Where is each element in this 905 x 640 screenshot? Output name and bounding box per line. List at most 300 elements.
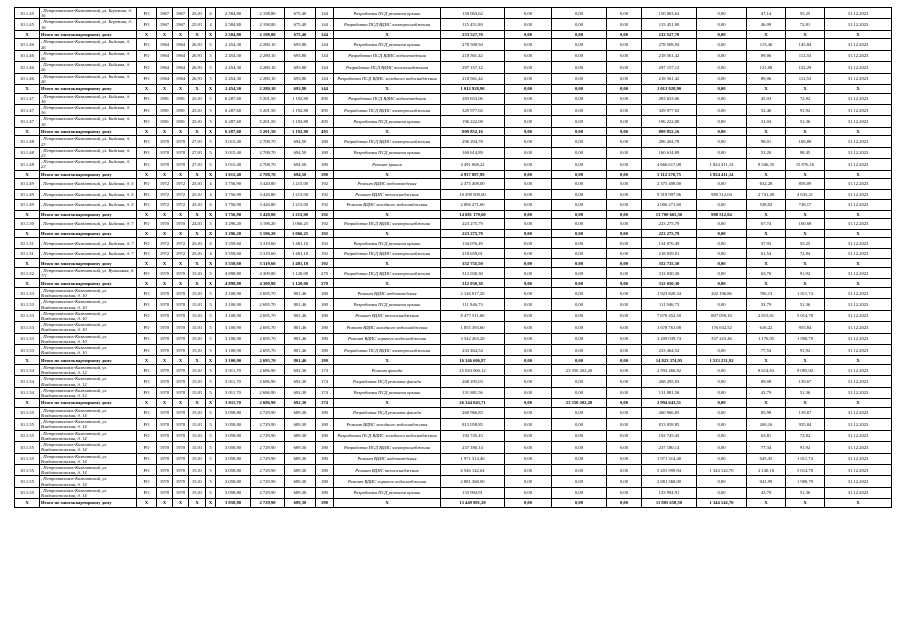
deadline-cell: 31.12.2023 <box>825 248 892 259</box>
residents-cell: 180 <box>316 356 334 365</box>
fund-local-cell: 0,00 <box>607 288 642 299</box>
fund-other-cell: 0,00 <box>697 387 747 398</box>
cost-total-cell: 160 614,89 <box>441 147 505 158</box>
work-type-cell: Разработка ПСД ВДИС холодного водоснабжения <box>334 73 441 84</box>
fund-federal-cell: 0,00 <box>505 62 552 73</box>
build-year-cell: 1970 <box>157 333 173 344</box>
fund-regional-cell: 0,00 <box>552 229 607 238</box>
build-year-cell: 1970 <box>157 365 173 376</box>
table-row <box>15 73 892 84</box>
fund-regional-cell: 0,00 <box>552 179 607 190</box>
work-type-cell: Ремонт ВДИС холодного водоснабжения <box>334 419 441 430</box>
subtotal-row <box>15 259 892 268</box>
unit-cost-cell: 632,28 <box>747 179 786 190</box>
subtotal-row <box>15 210 892 219</box>
floors-cell: 5 <box>206 430 216 441</box>
living-area-cell: 2 686,90 <box>251 365 285 376</box>
common-area-cell: 693,80 <box>285 73 316 84</box>
owner-type-cell: РО <box>137 288 157 299</box>
fund-local-cell: 0,00 <box>607 356 642 365</box>
build-year-cell: X <box>157 279 173 288</box>
commission-year-cell: X <box>173 356 189 365</box>
wear-cell: X <box>189 399 206 408</box>
subtotal-row <box>15 399 892 408</box>
deadline-cell: 31.12.2023 <box>825 288 892 299</box>
common-area-cell: 1 192,80 <box>285 116 316 127</box>
fund-owners-cell: 1 678 761,08 <box>642 322 697 333</box>
fund-local-cell: 0,00 <box>607 487 642 498</box>
unit-cost-cell: 2 741,49 <box>747 189 786 200</box>
cost-total-cell: 352 735,50 <box>441 259 505 268</box>
fund-local-cell: 0,00 <box>607 442 642 453</box>
floors-cell: X <box>206 259 216 268</box>
unit-cost-cell: 37,93 <box>747 238 786 249</box>
wear-cell: 15,01 <box>189 453 206 464</box>
limit-cost-cell: 1 011,74 <box>786 288 825 299</box>
residents-cell: 495 <box>316 105 334 116</box>
deadline-cell: 31.12.2023 <box>825 442 892 453</box>
fund-local-cell: 0,00 <box>607 189 642 200</box>
table-row <box>15 365 892 376</box>
total-area-cell: 3 100,90 <box>216 333 251 344</box>
item-number-cell: 10.1.45 <box>15 19 40 30</box>
fund-federal-cell: 0,00 <box>505 442 552 453</box>
commission-year-cell: X <box>173 127 189 136</box>
common-area-cell: 1 066,25 <box>285 229 316 238</box>
subtotal-row <box>15 499 892 508</box>
common-area-cell: 694,50 <box>285 136 316 147</box>
item-number-cell: 10.1.46 <box>15 50 40 61</box>
cost-total-cell: 111 946,73 <box>441 299 505 310</box>
fund-local-cell: 0,00 <box>607 62 642 73</box>
item-number-cell: 10.1.49 <box>15 200 40 211</box>
commission-year-cell: 1970 <box>173 376 189 387</box>
item-number-cell: X <box>15 356 40 365</box>
commission-year-cell: 1970 <box>173 219 189 230</box>
fund-other-cell: 0,00 <box>697 365 747 376</box>
residents-cell: 180 <box>316 442 334 453</box>
unit-cost-cell: X <box>747 210 786 219</box>
fund-other-cell: 0,00 <box>697 419 747 430</box>
fund-regional-cell: 0,00 <box>552 476 607 487</box>
subtotal-row <box>15 170 892 179</box>
deadline-cell: X <box>825 499 892 508</box>
common-area-cell: 1 215,00 <box>285 210 316 219</box>
work-type-cell: Разработка ПСД ремонта крыши <box>334 238 441 249</box>
wear-cell: 15,01 <box>189 442 206 453</box>
living-area-cell: 3 319,60 <box>251 238 285 249</box>
common-area-cell: 801,46 <box>285 299 316 310</box>
fund-regional-cell: 0,00 <box>552 159 607 170</box>
table-row <box>15 442 892 453</box>
cost-total-cell: 26 344 045,71 <box>441 399 505 408</box>
owner-type-cell: РО <box>137 333 157 344</box>
fund-federal-cell: 0,00 <box>505 19 552 30</box>
deadline-cell: 31.12.2023 <box>825 136 892 147</box>
fund-owners-cell: 150 063,62 <box>642 8 697 19</box>
total-area-cell: 3 011,70 <box>216 399 251 408</box>
owner-type-cell: РО <box>137 419 157 430</box>
fund-owners-cell: 237 180,14 <box>642 442 697 453</box>
cost-total-cell: 3 542 263,20 <box>441 333 505 344</box>
deadline-cell: X <box>825 30 892 39</box>
fund-owners-cell: 218 561,42 <box>642 73 697 84</box>
living-area-cell: 2 280,10 <box>251 62 285 73</box>
address-cell: Итого по многоквартирному дому <box>40 30 137 39</box>
floors-cell: 5 <box>206 93 216 104</box>
cost-total-cell: 115 451,80 <box>441 19 505 30</box>
address-cell: , Петропавловск-Камчатский, ул. Бийская, д. 26 <box>40 50 137 61</box>
commission-year-cell: 1970 <box>173 345 189 356</box>
floors-cell: 4 <box>206 189 216 200</box>
living-area-cell: 5 201,50 <box>251 105 285 116</box>
item-number-cell: 10.1.46 <box>15 62 40 73</box>
fund-federal-cell: 0,00 <box>505 50 552 61</box>
unit-cost-cell: 89,06 <box>747 50 786 61</box>
residents-cell: 192 <box>316 259 334 268</box>
commission-year-cell: 1981 <box>173 93 189 104</box>
wear-cell: X <box>189 259 206 268</box>
item-number-cell: 10.1.52 <box>15 268 40 279</box>
wear-cell: 25,01 <box>189 189 206 200</box>
cost-total-cell: 2 006 271,60 <box>441 200 505 211</box>
residents-cell: 180 <box>316 464 334 475</box>
address-cell: , Петропавловск-Камчатский, ул. Владивостокская, д. 10 <box>40 288 137 299</box>
fund-federal-cell: 0,00 <box>505 322 552 333</box>
build-year-cell: 1970 <box>157 387 173 398</box>
build-year-cell: 1964 <box>157 50 173 61</box>
item-number-cell: 10.1.53 <box>15 345 40 356</box>
cost-total-cell: 268 295,03 <box>441 376 505 387</box>
fund-federal-cell: 0,00 <box>505 210 552 219</box>
residents-cell: 180 <box>316 499 334 508</box>
limit-cost-cell: 72,84 <box>786 248 825 259</box>
fund-owners-cell: 223 275,79 <box>642 219 697 230</box>
cost-total-cell: 260 966,83 <box>441 407 505 418</box>
total-area-cell: 3 559,60 <box>216 259 251 268</box>
residents-cell: 495 <box>316 116 334 127</box>
fund-regional-cell: 0,00 <box>552 147 607 158</box>
owner-type-cell: РО <box>137 73 157 84</box>
common-area-cell: 1 481,10 <box>285 248 316 259</box>
cost-total-cell: 233 464,54 <box>441 345 505 356</box>
limit-cost-cell: 72,82 <box>786 430 825 441</box>
owner-type-cell: X <box>137 279 157 288</box>
wear-cell: 15,01 <box>189 288 206 299</box>
fund-owners-cell: 192 745,43 <box>642 430 697 441</box>
fund-local-cell: 0,00 <box>607 170 642 179</box>
wear-cell: 27,01 <box>189 147 206 158</box>
wear-cell: 15,01 <box>189 310 206 321</box>
common-area-cell: 689,30 <box>285 476 316 487</box>
unit-cost-cell: 1 176,05 <box>747 333 786 344</box>
floors-cell: X <box>206 127 216 136</box>
common-area-cell: 689,30 <box>285 453 316 464</box>
address-cell: , Петропавловск-Камчатский, ул. Березина, д. 16 <box>40 8 137 19</box>
total-area-cell: 3 058,80 <box>216 407 251 418</box>
fund-local-cell: 0,00 <box>607 279 642 288</box>
deadline-cell: X <box>825 279 892 288</box>
fund-other-cell: 980 512,04 <box>697 210 747 219</box>
unit-cost-cell: X <box>747 170 786 179</box>
fund-federal-cell: 0,00 <box>505 430 552 441</box>
item-number-cell: 10.1.51 <box>15 248 40 259</box>
fund-local-cell: 0,00 <box>607 147 642 158</box>
commission-year-cell: 1970 <box>173 147 189 158</box>
limit-cost-cell: 51,36 <box>786 387 825 398</box>
fund-federal-cell: 0,00 <box>505 170 552 179</box>
fund-federal-cell: 0,00 <box>505 365 552 376</box>
fund-federal-cell: 0,00 <box>505 39 552 50</box>
limit-cost-cell: X <box>786 399 825 408</box>
fund-local-cell: 0,00 <box>607 259 642 268</box>
cost-total-cell: 6 546 142,64 <box>441 464 505 475</box>
unit-cost-cell: X <box>747 356 786 365</box>
total-area-cell: 6 287,60 <box>216 93 251 104</box>
total-area-cell: 3 100,90 <box>216 310 251 321</box>
owner-type-cell: X <box>137 210 157 219</box>
commission-year-cell: 1970 <box>173 322 189 333</box>
living-area-cell: 2 708,70 <box>251 147 285 158</box>
fund-owners-cell: 312 030,30 <box>642 279 697 288</box>
floors-cell: X <box>206 85 216 94</box>
fund-other-cell: 0,00 <box>697 147 747 158</box>
residents-cell: 180 <box>316 476 334 487</box>
address-cell: , Петропавловск-Камчатский, ул. Владивостокская, д. 14 <box>40 487 137 498</box>
limit-cost-cell: 91,92 <box>786 442 825 453</box>
build-year-cell: 1981 <box>157 105 173 116</box>
fund-federal-cell: 0,00 <box>505 30 552 39</box>
owner-type-cell: РО <box>137 365 157 376</box>
build-year-cell: X <box>157 499 173 508</box>
residents-cell: 180 <box>316 159 334 170</box>
cost-total-cell: 150 063,62 <box>441 8 505 19</box>
limit-cost-cell: 9 085,02 <box>786 365 825 376</box>
fund-local-cell: 0,00 <box>607 268 642 279</box>
owner-type-cell: РО <box>137 19 157 30</box>
fund-owners-cell: 7 670 452,50 <box>642 310 697 321</box>
common-area-cell: 689,30 <box>285 430 316 441</box>
total-area-cell: 2 454,30 <box>216 50 251 61</box>
fund-other-cell: 1 824 411,14 <box>697 170 747 179</box>
limit-cost-cell: 1 900,79 <box>786 333 825 344</box>
item-number-cell: 10.1.55 <box>15 419 40 430</box>
fund-federal-cell: 0,00 <box>505 333 552 344</box>
address-cell: , Петропавловск-Камчатский, ул. Бийская, д. 26 <box>40 39 137 50</box>
fund-federal-cell: 0,00 <box>505 189 552 200</box>
item-number-cell: 10.1.46 <box>15 39 40 50</box>
owner-type-cell: РО <box>137 93 157 104</box>
table-row <box>15 268 892 279</box>
address-cell: , Петропавловск-Камчатский, ул. Бийская, д. 5 <box>40 179 137 190</box>
owner-type-cell: X <box>137 127 157 136</box>
cost-total-cell: 16 346 606,87 <box>441 356 505 365</box>
item-number-cell: 10.1.54 <box>15 376 40 387</box>
commission-year-cell: X <box>173 229 189 238</box>
residents-cell: 180 <box>316 170 334 179</box>
wear-cell: 25,01 <box>189 116 206 127</box>
work-type-cell: Разработка ПСД ремонта крыши <box>334 299 441 310</box>
table-row <box>15 93 892 104</box>
fund-local-cell: 0,00 <box>607 399 642 408</box>
build-year-cell: 1970 <box>157 464 173 475</box>
subtotal-row <box>15 85 892 94</box>
work-type-cell: X <box>334 229 441 238</box>
floors-cell: 5 <box>206 345 216 356</box>
fund-other-cell: 0,00 <box>697 200 747 211</box>
common-area-cell: 694,50 <box>285 147 316 158</box>
table-row <box>15 387 892 398</box>
fund-local-cell: 0,00 <box>607 85 642 94</box>
commission-year-cell: 1964 <box>173 73 189 84</box>
floors-cell: 5 <box>206 136 216 147</box>
limit-cost-cell: X <box>786 229 825 238</box>
fund-regional-cell: 0,00 <box>552 219 607 230</box>
wear-cell: 15,01 <box>189 333 206 344</box>
residents-cell: 144 <box>316 8 334 19</box>
fund-regional-cell: 0,00 <box>552 464 607 475</box>
fund-local-cell: 0,00 <box>607 387 642 398</box>
floors-cell: 5 <box>206 365 216 376</box>
residents-cell: 270 <box>316 268 334 279</box>
address-cell: , Петропавловск-Камчатский, ул. Владивостокская, д. 14 <box>40 442 137 453</box>
total-area-cell: 3 296,20 <box>216 219 251 230</box>
commission-year-cell: 1981 <box>173 105 189 116</box>
fund-other-cell: 0,00 <box>697 8 747 19</box>
fund-regional-cell: 0,00 <box>552 376 607 387</box>
fund-federal-cell: 0,00 <box>505 127 552 136</box>
commission-year-cell: 1970 <box>173 310 189 321</box>
fund-other-cell: 0,00 <box>697 85 747 94</box>
wear-cell: 15,01 <box>189 365 206 376</box>
fund-federal-cell: 0,00 <box>505 356 552 365</box>
owner-type-cell: РО <box>137 8 157 19</box>
floors-cell: 5 <box>206 50 216 61</box>
limit-cost-cell: 55,25 <box>786 238 825 249</box>
fund-other-cell: 0,00 <box>697 179 747 190</box>
address-cell: , Петропавловск-Камчатский, ул. Владивостокская, д. 14 <box>40 430 137 441</box>
wear-cell: 15,01 <box>189 487 206 498</box>
fund-owners-cell: 2 006 271,60 <box>642 200 697 211</box>
floors-cell: X <box>206 399 216 408</box>
fund-other-cell: 0,00 <box>697 442 747 453</box>
floors-cell: 5 <box>206 442 216 453</box>
address-cell: , Петропавловск-Камчатский, ул. Владивостокская, д. 12 <box>40 387 137 398</box>
cost-total-cell: 223 275,79 <box>441 219 505 230</box>
fund-owners-cell: 809 852,16 <box>642 127 697 136</box>
wear-cell: X <box>189 499 206 508</box>
unit-cost-cell: X <box>747 399 786 408</box>
address-cell: Итого по многоквартирному дому <box>40 259 137 268</box>
floors-cell: 5 <box>206 376 216 387</box>
build-year-cell: 1970 <box>157 310 173 321</box>
cost-total-cell: 196 222,08 <box>441 116 505 127</box>
owner-type-cell: РО <box>137 200 157 211</box>
owner-type-cell: X <box>137 170 157 179</box>
living-area-cell: 2 695,70 <box>251 356 285 365</box>
commission-year-cell: 1972 <box>173 179 189 190</box>
floors-cell: X <box>206 356 216 365</box>
work-type-cell: Разработка ПСД ремонта крыши <box>334 487 441 498</box>
work-type-cell: Ремонт ВДИС теплоснабжения <box>334 464 441 475</box>
living-area-cell: 2 695,70 <box>251 322 285 333</box>
fund-federal-cell: 0,00 <box>505 279 552 288</box>
address-cell: , Петропавловск-Камчатский, ул. Владивостокская, д. 14 <box>40 453 137 464</box>
item-number-cell: X <box>15 279 40 288</box>
work-type-cell: Разработка ПСД ВДИС теплоснабжения <box>334 62 441 73</box>
total-area-cell: 6 287,60 <box>216 105 251 116</box>
work-type-cell: X <box>334 279 441 288</box>
cost-total-cell: 14 681 179,60 <box>441 210 505 219</box>
unit-cost-cell: 31,04 <box>747 116 786 127</box>
address-cell: , Петропавловск-Камчатский, ул. Бийская, д. 7 <box>40 248 137 259</box>
build-year-cell: X <box>157 85 173 94</box>
unit-cost-cell: 63,70 <box>747 268 786 279</box>
wear-cell: 27,01 <box>189 136 206 147</box>
fund-regional-cell: 0,00 <box>552 8 607 19</box>
unit-cost-cell: 941,99 <box>747 476 786 487</box>
unit-cost-cell: 85,98 <box>747 407 786 418</box>
owner-type-cell: РО <box>137 376 157 387</box>
commission-year-cell: 1970 <box>173 299 189 310</box>
address-cell: , Петропавловск-Камчатский, ул. Бийская, д. 16 <box>40 93 137 104</box>
unit-cost-cell: 47,14 <box>747 8 786 19</box>
unit-cost-cell: 706,13 <box>747 288 786 299</box>
commission-year-cell: 1970 <box>173 419 189 430</box>
address-cell: , Петропавловск-Камчатский, ул. Бийская, д. 16 <box>40 116 137 127</box>
living-area-cell: 3 196,20 <box>251 229 285 238</box>
commission-year-cell: 1981 <box>173 116 189 127</box>
common-area-cell: 1 215,00 <box>285 200 316 211</box>
commission-year-cell: 1970 <box>173 487 189 498</box>
total-area-cell: 6 287,60 <box>216 127 251 136</box>
limit-cost-cell: 955,84 <box>786 419 825 430</box>
common-area-cell: 689,30 <box>285 499 316 508</box>
limit-cost-cell: X <box>786 127 825 136</box>
commission-year-cell: 1970 <box>173 430 189 441</box>
address-cell: , Петропавловск-Камчатский, ул. Владивостокская, д. 12 <box>40 365 137 376</box>
fund-federal-cell: 0,00 <box>505 499 552 508</box>
item-number-cell: 10.1.55 <box>15 487 40 498</box>
item-number-cell: 10.1.55 <box>15 442 40 453</box>
fund-other-cell: 0,00 <box>697 376 747 387</box>
living-area-cell: 3 196,20 <box>251 219 285 230</box>
fund-local-cell: 0,00 <box>607 310 642 321</box>
fund-federal-cell: 0,00 <box>505 310 552 321</box>
fund-local-cell: 0,00 <box>607 73 642 84</box>
living-area-cell: 2 686,90 <box>251 387 285 398</box>
fund-regional-cell: 0,00 <box>552 93 607 104</box>
deadline-cell: 31.12.2023 <box>825 299 892 310</box>
common-area-cell: 693,80 <box>285 39 316 50</box>
build-year-cell: X <box>157 170 173 179</box>
table-row <box>15 345 892 356</box>
work-type-cell: Разработка ПСД ремонта фасада <box>334 376 441 387</box>
fund-local-cell: 0,00 <box>607 299 642 310</box>
total-area-cell: 3 015,40 <box>216 136 251 147</box>
fund-owners-cell: 11 805 658,50 <box>642 499 697 508</box>
total-area-cell: 3 015,40 <box>216 147 251 158</box>
residents-cell: 180 <box>316 453 334 464</box>
fund-other-cell: 0,00 <box>697 73 747 84</box>
unit-cost-cell: X <box>747 127 786 136</box>
fund-owners-cell: 133 994,91 <box>642 487 697 498</box>
floors-cell: 4 <box>206 238 216 249</box>
fund-federal-cell: 0,00 <box>505 159 552 170</box>
fund-other-cell: 0,00 <box>697 105 747 116</box>
fund-local-cell: 0,00 <box>607 93 642 104</box>
cost-total-cell: 192 745,43 <box>441 430 505 441</box>
